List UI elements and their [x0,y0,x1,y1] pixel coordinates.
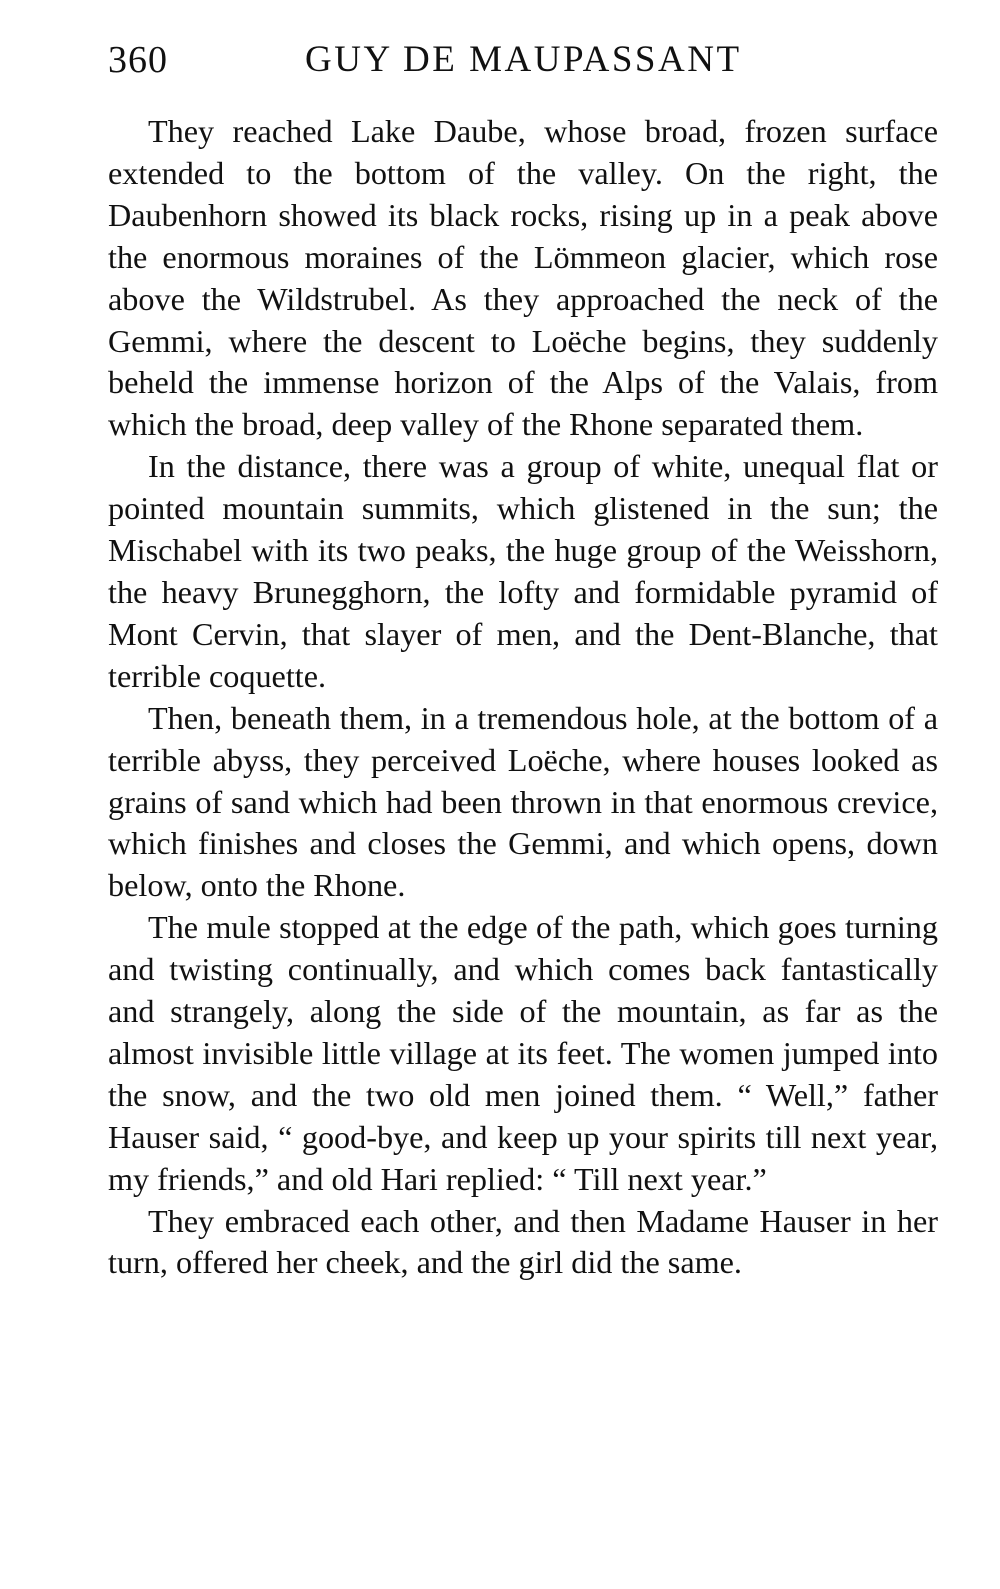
paragraph: Then, beneath them, in a tremendous hole, at the bottom of a terrible abyss, they perceived Loëche, where houses looked as grains of sand which had been thrown in that enormous crevice, which finishes and closes the Gemmi, and which opens, down below, onto the Rhone. [108,699,938,904]
paragraph: The mule stopped at the edge of the path, which goes turning and twisting continually, and which comes back fantastically and strangely, along the side of the mountain, as far as the almost invisible little village at its feet. The women jumped into the snow, and the two old men joined them. “ Well,” father Hauser said, “ good-bye, and keep up your spirits till next year, my friends,” and old Hari replied: “ Till next year.” [108,909,938,1197]
book-title: GUY DE MAUPASSANT [305,39,742,80]
paragraph: They embraced each other, and then Madame Hauser in her turn, offered her cheek, and the girl did the same. [108,1202,938,1281]
paragraph: In the distance, there was a group of white, unequal flat or pointed mountain summits, which glistened in the sun; the Mischabel with its two peaks, the huge group of the Weisshorn, the heavy Brunegghorn, the lofty and formidable pyramid of Mont Cervin, that slayer of men, and the Dent-Blanche, that terrible coquette. [108,448,938,694]
page-number: 360 [108,39,168,81]
paragraph: They reached Lake Daube, whose broad, frozen surface extended to the bottom of the valley. On the right, the Daubenhorn showed its black rocks, rising up in a peak above the enormous moraines of the Lömmeon glacier, which rose above the Wildstrubel. As they approached the neck of the Gemmi, where the descent to Loëche begins, they suddenly beheld the immense horizon of the Alps of the Valais, from which the broad, deep valley of the Rhone separated them. [108,113,938,443]
body-text [108,111,938,1284]
running-head [108,38,938,88]
